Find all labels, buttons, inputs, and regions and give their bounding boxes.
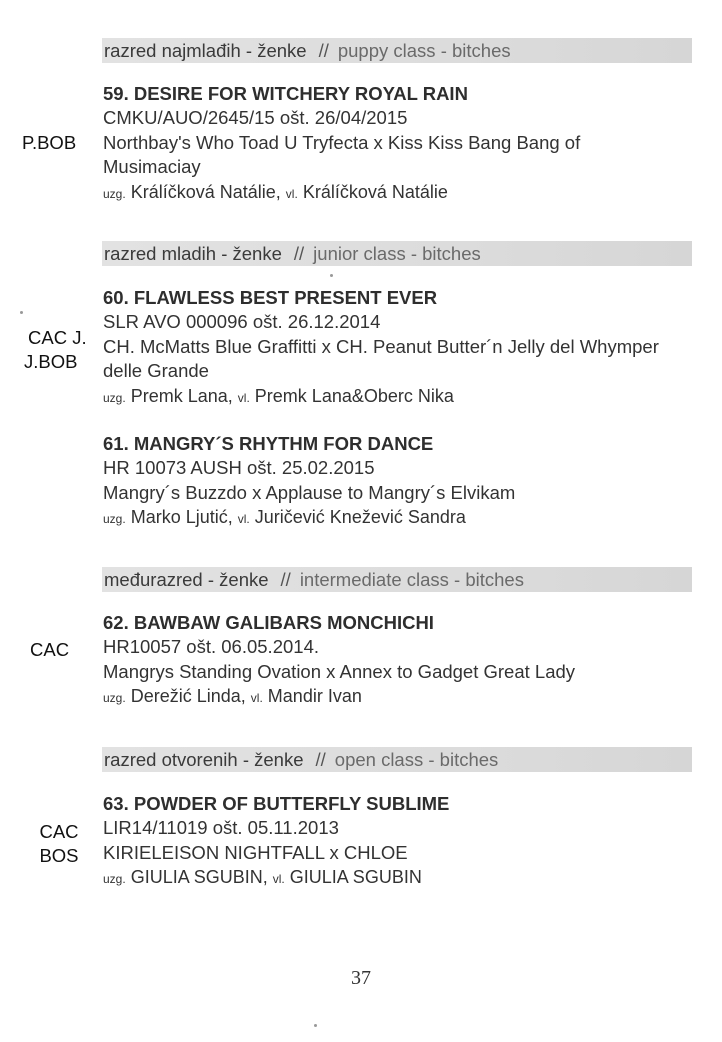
owner-name: GIULIA SGUBIN: [289, 867, 422, 887]
breeder-label: uzg.: [103, 872, 126, 886]
dog-title: 61. MANGRY´S RHYTHM FOR DANCE: [103, 433, 434, 454]
class-separator: //: [293, 243, 305, 264]
class-name-en: open class - bitches: [334, 749, 499, 770]
class-name-hr: razred najmlađih - ženke: [104, 40, 307, 61]
class-header-intermediate: [102, 567, 692, 592]
dog-title: 60. FLAWLESS BEST PRESENT EVER: [103, 287, 438, 308]
parents-line: Mangrys Standing Ovation x Annex to Gadget Great Lady: [103, 660, 576, 682]
breeder-label: uzg.: [103, 512, 126, 526]
breeder-owner-line: [103, 865, 713, 891]
class-separator: //: [318, 40, 329, 61]
award-label: P.BOB: [22, 132, 77, 153]
breeder-owner-line: [103, 684, 713, 710]
breeder-owner-line: [103, 384, 713, 410]
class-header-junior: [102, 241, 692, 266]
class-separator: //: [315, 749, 326, 770]
scan-speck: [314, 1024, 317, 1027]
dog-entry-63: [103, 792, 713, 891]
breeder-name: Králíčková Natálie,: [130, 181, 281, 202]
breeder-owner-line: [103, 505, 713, 531]
class-name-hr: razred otvorenih - ženke: [104, 749, 304, 770]
scan-speck: [20, 311, 23, 314]
parents-line: Northbay's Who Toad U Tryfecta x Kiss Kiss Bang Bang of Musimaciay: [103, 131, 581, 177]
breeder-label: uzg.: [103, 186, 126, 201]
dog-entry-61: [103, 432, 713, 531]
class-header-open: [102, 747, 692, 772]
award-line: CAC J.: [28, 327, 87, 348]
dog-title: 62. BAWBAW GALIBARS MONCHICHI: [103, 612, 434, 633]
owner-label: vl.: [237, 390, 250, 405]
breeder-owner-line: [103, 180, 713, 206]
parents-line: Mangry´s Buzzdo x Applause to Mangry´s Elvikam: [103, 481, 516, 503]
breeder-label: uzg.: [103, 691, 126, 705]
owner-label: vl.: [250, 691, 263, 705]
breeder-name: Derežić Linda,: [130, 686, 246, 706]
registration-line: SLR AVO 000096 ošt. 26.12.2014: [103, 311, 381, 332]
dog-entry-59: [103, 82, 713, 206]
parents-line: CH. McMatts Blue Graffitti x CH. Peanut Butter´n Jelly del Whymper delle Grande: [103, 335, 659, 381]
dog-title: 63. POWDER OF BUTTERFLY SUBLIME: [103, 793, 450, 814]
class-name-en: puppy class - bitches: [337, 40, 511, 61]
class-separator: //: [280, 569, 291, 590]
owner-name: Mandir Ivan: [267, 686, 362, 706]
class-name-en: intermediate class - bitches: [299, 569, 524, 590]
owner-name: Juričević Knežević Sandra: [254, 507, 466, 527]
dog-entry-60: [103, 286, 713, 410]
class-name-en: junior class - bitches: [313, 243, 481, 264]
dog-title: 59. DESIRE FOR WITCHERY ROYAL RAIN: [103, 83, 468, 104]
award-label: [36, 820, 82, 868]
class-name-hr: međurazred - ženke: [104, 569, 269, 590]
breeder-name: Marko Ljutić,: [130, 507, 233, 527]
owner-label: vl.: [237, 512, 250, 526]
breeder-name: Premk Lana,: [130, 385, 233, 406]
registration-line: HR 10073 AUSH ošt. 25.02.2015: [103, 457, 375, 478]
award-line: CAC: [39, 821, 79, 842]
award-label: CAC: [30, 639, 70, 660]
breeder-name: GIULIA SGUBIN,: [130, 867, 268, 887]
owner-label: vl.: [285, 186, 298, 201]
award-label: [22, 326, 94, 374]
class-name-hr: razred mladih - ženke: [104, 243, 282, 264]
registration-line: CMKU/AUO/2645/15 ošt. 26/04/2015: [103, 107, 408, 128]
scan-speck: [330, 274, 333, 277]
dog-entry-62: [103, 611, 713, 710]
award-line: BOS: [39, 845, 79, 866]
owner-name: Králíčková Natálie: [302, 181, 448, 202]
registration-line: LIR14/11019 ošt. 05.11.2013: [103, 817, 339, 838]
registration-line: HR10057 ošt. 06.05.2014.: [103, 636, 319, 657]
page-number: 37: [351, 967, 371, 989]
breeder-label: uzg.: [103, 390, 126, 405]
parents-line: KIRIELEISON NIGHTFALL x CHLOE: [103, 841, 408, 863]
class-header-puppy: [102, 38, 692, 63]
owner-label: vl.: [272, 872, 285, 886]
owner-name: Premk Lana&Oberc Nika: [254, 385, 454, 406]
award-line: J.BOB: [24, 351, 78, 372]
